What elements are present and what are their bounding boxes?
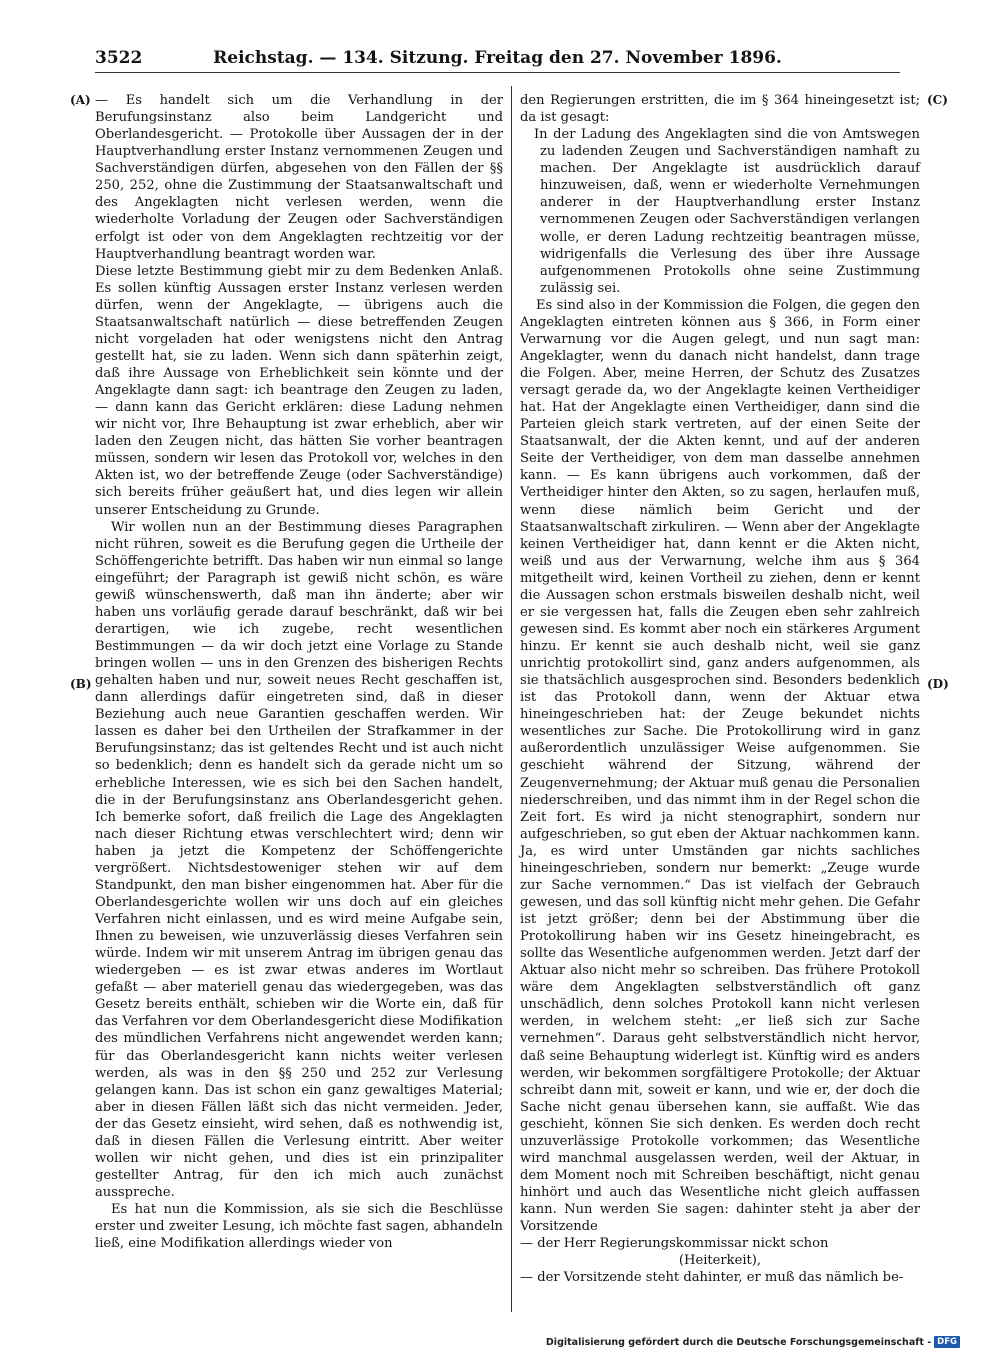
paragraph: Es sind also in der Kommission die Folgen, die gegen den Angeklagten eintreten können aus § 366, in Form einer Verwarnung vor die Augen gelegt, und nun sagt man: Angeklagter, wenn du danach nicht handelst, dann trage die Folgen. Aber, meine Herren, der Schutz des Zusatzes versagt gerade da, wo der Angeklagte keinen Vertheidiger hat. Hat der Angeklagte einen Vertheidiger, dann sind die Parteien gleich stark vertreten, auf der einen Seite der Staatsanwalt, der die Akten kennt, und auf der anderen Seite der Vertheidiger, von dem man dasselbe annehmen kann. — Es kann übrigens auch vorkommen, daß der Vertheidiger hinter den Akten, so zu sagen, herlaufen muß, wenn diese nämlich beim Gericht und der Staatsanwaltschaft zirkuliren. — Wenn aber der Angeklagte keinen Vertheidiger hat, dann kennt er die Akten nicht, weiß und aus der Verwarnung, welche ihm aus § 364 mitgetheilt wird, keinen Vortheil zu ziehen, denn er kennt die Aussagen schon erstmals bisweilen deshalb nicht, weil er sie vergessen hat, falls die Zeugen eben sehr zahlreich gewesen sind. Es kommt aber noch ein stärkeres Argument hinzu. Er kennt sie auch deshalb nicht, weil sie ganz unrichtig protokollirt sind, ganz anders aufgenommen, als sie thatsächlich ausgesprochen sind. Besonders bedenklich ist das Protokoll dann, wenn der Aktuar etwa hineingeschrieben hat: der Zeuge bekundet nichts wesentliches zur Sache. Die Protokollirung wird in ganz außerordentlich unzulässiger Weise aufgenommen. Sie geschieht während der Sitzung, während der Zeugenvernehmung; der Aktuar muß genau die Personalien niederschreiben, und das nimmt ihm in der Regel schon die Zeit fort. Es wird ja nicht stenographirt, sondern nur aufgeschrieben, so gut eben der Aktuar nachkommen kann. Ja, es wird unter Umständen gar nichts sachliches hineingeschrieben, sondern nur bemerkt: „Zeuge wurde zur Sache vernommen.“ Das ist vielfach der Gebrauch gewesen, und das soll künftig nicht mehr gehen. Die Gefahr ist jetzt größer; denn bei der Abstimmung über die Protokollirung haben wir ins Gesetz hineingebracht, es sollte das Wesentliche aufgenommen werden. Jetzt darf der Aktuar also nicht mehr so schreiben. Das frühere Protokoll wäre dem Angeklagten selbstverständlich oft ganz unschädlich, denn solches Protokoll kann nicht verlesen werden, in welchem steht: „er ließ sich zur Sache vernehmen“. Daraus geht selbstverständlich nicht hervor, daß seine Behauptung widerlegt ist. Künftig wird es anders werden, wir bekommen sorgfältigere Protokolle; der Aktuar schreibt dann mit, soweit er kann, und wie er, der doch die Sache nicht genau übersehen kann, sie auffaßt. Wie das geschieht, können Sie sich denken. Es werden doch recht unzuverlässige Protokolle vorkommen; das Wesentliche wird manchmal ausgelassen werden, weil der Aktuar, in dem Moment noch mit Schreiben beschäftigt, nicht genau hinhört und auch das Wesentliche nicht gleich auffassen kann. Nun werden Sie sagen: dahinter steht ja aber der Vorsitzende [520, 297, 920, 1235]
paragraph: Wir wollen nun an der Bestimmung dieses Paragraphen nicht rühren, soweit es die Berufung gegen die Urtheile der Schöffengerichte betrifft. Das haben wir nun einmal so lange eingeführt; der Paragraph ist gewiß nicht schön, es wäre gewiß wünschenswerth, daß man ihn änderte; aber wir haben uns vorläufig gerade darauf beschränkt, daß wir bei derartigen, wie ich zugebe, recht wesentlichen Bestimmungen — da wir doch jetzt eine Vorlage zu Stande bringen wollen — uns in den Grenzen des bisherigen Rechts gehalten haben und nur, soweit neues Recht geschaffen ist, dann allerdings dafür eingetreten sind, daß in dieser Beziehung auch neue Garantien geschaffen werden. Wir lassen es daher bei den Urtheilen der Strafkammer in der Berufungsinstanz; das ist geltendes Recht und ist auch nicht so bedenklich; denn es handelt sich da gerade nicht um so erhebliche Interessen, wie es sich bei den Sachen handelt, die in der Berufungsinstanz ans Oberlandesgericht gehen. Ich bemerke sofort, daß freilich die Lage des Angeklagten nach dieser Richtung etwas verschlechtert wird; denn wir haben ja jetzt die Kompetenz der Schöffengerichte vergrößert. Nichtsdestoweniger stehen wir auf dem Standpunkt, den man bisher eingenommen hat. Aber für die Oberlandesgerichte wollen wir uns doch auf ein gleiches Verfahren nicht einlassen, und es wird meine Aufgabe sein, Ihnen zu beweisen, wie unzuverlässig dieses Verfahren sein würde. Indem wir mit unserem Antrag im übrigen genau das wiedergeben — es ist zwar etwas anderes im Wortlaut gefaßt — aber materiell genau das wiedergegeben, was das Gesetz bereits enthält, schieben wir die Worte ein, daß für das Verfahren vor dem Oberlandesgericht diese Modifikation des mündlichen Verfahrens nicht angewendet werden kann; für das Oberlandesgericht kann nichts weiter verlesen werden, als was in den §§ 250 und 252 zur Verlesung gelangen kann. Das ist schon ein ganz gewaltiges Material; aber in diesen Fällen läßt sich das nicht vermeiden. Jeder, der das Gesetz einsieht, wird sehen, daß es nothwendig ist, daß in diesen Fällen die Verlesung eintritt. Aber weiter wollen wir nicht gehen, und dies ist ein prinzipaliter gestellter Antrag, für den ich mich auch zunächst ausspreche. [95, 519, 503, 1200]
paragraph: — der Vorsitzende steht dahinter, er muß das nämlich be- [520, 1270, 904, 1286]
digitization-credit [546, 1336, 960, 1348]
margin-marker-b: (B) [70, 677, 92, 691]
column-divider [511, 86, 512, 1312]
right-column [520, 92, 920, 1286]
paragraph: — Es handelt sich um die Verhandlung in der Berufungsinstanz also beim Landgericht und Oberlandesgericht. — Protokolle über Aussagen der in der Hauptverhandlung erster Instanz vernommenen Zeugen und Sachverständigen dürfen, abgesehen von den Fällen der §§ 250, 252, ohne die Zustimmung der Staatsanwaltschaft und des Angeklagten nicht verlesen werden, wenn die wiederholte Vorladung der Zeugen oder Sachverständigen erfolgt ist oder von dem Angeklagten rechtzeitig vor der Hauptverhandlung beantragt worden war. [95, 93, 503, 262]
quoted-statute: In der Ladung des Angeklagten sind die von Amtswegen zu ladenden Zeugen und Sachverständigen namhaft zu machen. Der Angeklagte ist ausdrücklich darauf hinzuweisen, daß, wenn er wiederholte Vernehmungen anderer in der Hauptverhandlung erster Instanz vernommenen Zeugen oder Sachverständigen verlangen wolle, er deren Ladung rechtzeitig beantragen müsse, widrigenfalls die Verlesung des über ihre Aussage aufgenommenen Protokolls ohne seine Zustimmung zulässig sei. [534, 127, 920, 296]
running-title: Reichstag. — 134. Sitzung. Freitag den 27. November 1896. [213, 48, 782, 68]
paragraph: Diese letzte Bestimmung giebt mir zu dem Bedenken Anlaß. Es sollen künftig Aussagen erster Instanz verlesen werden dürfen, wenn der Angeklagte, — übrigens auch die Staatsanwaltschaft natürlich — diese betreffenden Zeugen nicht vorgeladen hat oder wenigstens nicht den Antrag gestellt hat, sie zu laden. Wenn sich dann späterhin zeigt, daß ihre Aussage von Erheblichkeit sein könnte und der Angeklagte dann sagt: ich beantrage den Zeugen zu laden, — dann kann das Gericht erklären: diese Ladung nehmen wir nicht vor, Ihre Behauptung ist zwar erheblich, aber wir laden den Zeugen nicht, das hätten Sie vorher beantragen müssen, sondern wir lesen das Protokoll vor, welches in den Akten ist, wo der betreffende Zeuge (oder Sachverständige) sich bereits früher geäußert hat, und dies legen wir allein unserer Entscheidung zu Grunde. [95, 263, 503, 518]
interjection: — der Herr Regierungskommissar nickt schon [520, 1236, 829, 1252]
left-column [95, 92, 503, 1252]
margin-marker-c: (C) [927, 93, 948, 107]
page-number: 3522 [95, 48, 143, 68]
credit-text: Digitalisierung gefördert durch die Deutsche Forschungsgemeinschaft - [545, 1336, 932, 1348]
page-header [95, 42, 900, 73]
margin-marker-d: (D) [927, 677, 949, 691]
dfg-logo: DFG [934, 1336, 960, 1348]
paragraph: Es hat nun die Kommission, als sie sich die Beschlüsse erster und zweiter Lesung, ich möchte fast sagen, abhandeln ließ, eine Modifikation allerdings wieder von [95, 1202, 503, 1252]
margin-marker-a: (A) [70, 93, 91, 107]
paragraph: den Regierungen erstritten, die im § 364 hineingesetzt ist; da ist gesagt: [520, 93, 920, 126]
audience-reaction: (Heiterkeit), [678, 1253, 762, 1269]
